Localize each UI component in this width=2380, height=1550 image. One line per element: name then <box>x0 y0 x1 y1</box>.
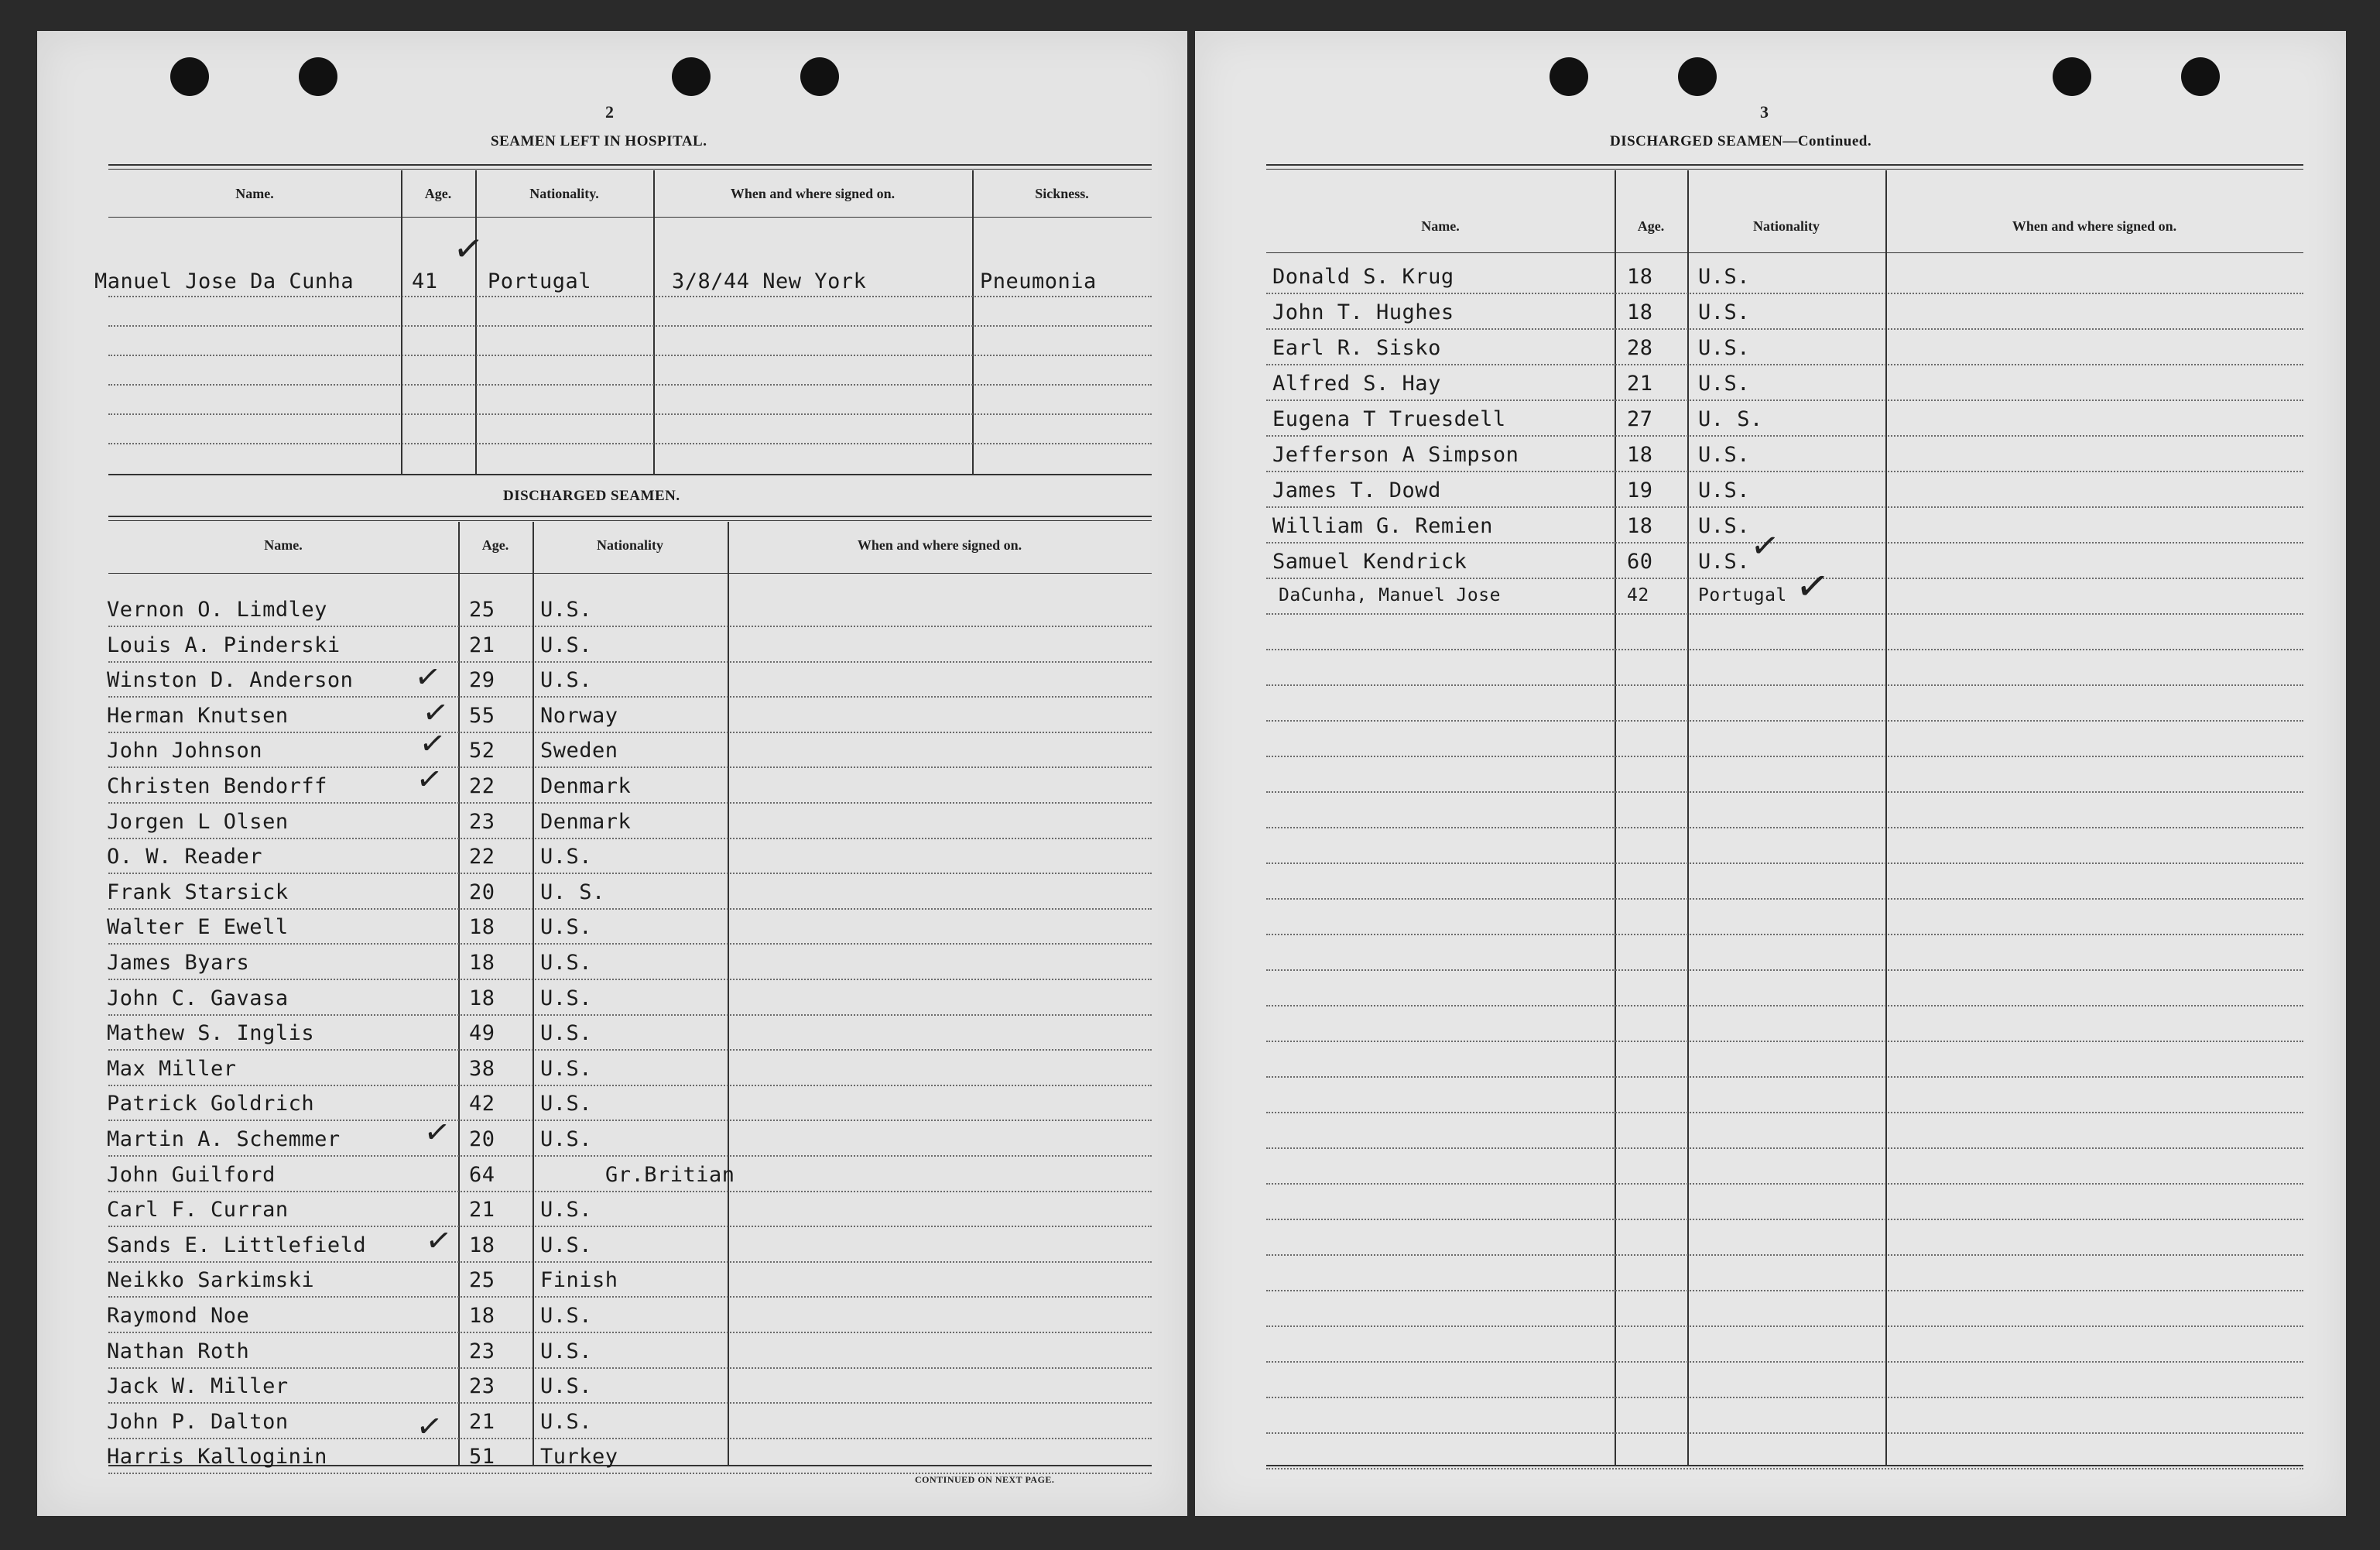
right-page <box>1195 31 2346 1516</box>
seaman-age: 21 <box>469 633 495 657</box>
hospital-header-age: Age. <box>424 186 452 201</box>
row-dotted-line <box>1266 471 2303 472</box>
seaman-age: 51 <box>469 1445 495 1469</box>
hospital-row-sickness: Pneumonia <box>980 269 1097 293</box>
seaman-nationality: U.S. <box>1698 300 1751 324</box>
row-dotted-line <box>108 802 1152 804</box>
seaman-age: 25 <box>469 598 495 622</box>
seaman-nationality: U.S. <box>540 633 593 657</box>
seaman-name: Jefferson A Simpson <box>1272 443 1519 467</box>
seaman-nationality: Norway <box>540 704 618 728</box>
seaman-age: 18 <box>469 986 495 1010</box>
seaman-age: 23 <box>469 1374 495 1398</box>
seaman-nationality: U.S. <box>540 1021 593 1045</box>
seaman-nationality: U. S. <box>1698 407 1763 431</box>
row-dotted-line <box>1266 578 2303 579</box>
row-dotted-line <box>1266 934 2303 935</box>
seaman-name: John T. Hughes <box>1272 300 1454 324</box>
checkmark-icon: ✓ <box>1748 524 1782 568</box>
checkmark-icon: ✓ <box>416 724 448 764</box>
row-dotted-line <box>1266 1254 2303 1256</box>
seaman-name: Jorgen L Olsen <box>107 810 289 834</box>
hospital-row-age: 41 <box>412 269 438 293</box>
row-dotted-line <box>108 1191 1152 1192</box>
seaman-age: 19 <box>1627 478 1653 502</box>
seaman-nationality: U.S. <box>540 1057 593 1081</box>
hospital-row-signed-on: 3/8/44 New York <box>672 269 867 293</box>
seaman-name: Louis A. Pinderski <box>107 633 341 657</box>
seaman-nationality: Gr.Britian <box>605 1163 735 1187</box>
seaman-age: 64 <box>469 1163 495 1187</box>
row-dotted-line <box>1266 364 2303 365</box>
seaman-name: Alfred S. Hay <box>1272 372 1441 396</box>
row-dotted-line <box>1266 506 2303 508</box>
row-dotted-line <box>1266 756 2303 757</box>
seaman-age: 18 <box>469 1233 495 1257</box>
punch-hole-icon <box>800 57 839 96</box>
seaman-nationality: U.S. <box>1698 478 1751 502</box>
row-dotted-line <box>108 979 1152 980</box>
seaman-nationality: Denmark <box>540 774 632 798</box>
seaman-name: Neikko Sarkimski <box>107 1268 315 1292</box>
checkmark-icon: ✓ <box>413 760 445 800</box>
seaman-name: James Byars <box>107 951 250 975</box>
seaman-nationality: Denmark <box>540 810 632 834</box>
seaman-nationality: U.S. <box>1698 372 1751 396</box>
seaman-age: 21 <box>1627 372 1653 396</box>
punch-hole-icon <box>299 57 337 96</box>
row-dotted-line <box>1266 1005 2303 1006</box>
seaman-nationality: U. S. <box>540 880 605 904</box>
page-number: 2 <box>605 102 614 122</box>
seaman-name: Vernon O. Limdley <box>107 598 327 622</box>
discharged-section-title: DISCHARGED SEAMEN. <box>503 488 680 504</box>
seaman-age: 21 <box>469 1198 495 1222</box>
row-dotted-line <box>1266 898 2303 900</box>
row-dotted-line <box>1266 791 2303 793</box>
hospital-header-nationality: Nationality. <box>529 186 599 201</box>
seaman-name: Eugena T Truesdell <box>1272 407 1506 431</box>
row-dotted-line <box>1266 1219 2303 1220</box>
seaman-name: Patrick Goldrich <box>107 1092 315 1116</box>
checkmark-icon: ✓ <box>423 1221 454 1261</box>
row-dotted-line <box>1266 328 2303 330</box>
seaman-age: 18 <box>469 1304 495 1328</box>
discharged-header-name: Name. <box>264 537 303 553</box>
row-dotted-line <box>108 838 1152 839</box>
row-dotted-line <box>1266 862 2303 864</box>
seaman-age: 42 <box>1627 585 1649 605</box>
seaman-nationality: U.S. <box>540 1374 593 1398</box>
row-dotted-line <box>1266 1076 2303 1078</box>
row-dotted-line <box>108 1332 1152 1333</box>
seaman-name: Harris Kalloginin <box>107 1445 327 1469</box>
row-dotted-line <box>1266 1397 2303 1398</box>
discharged-header-age: Age. <box>481 537 509 553</box>
seaman-name: John C. Gavasa <box>107 986 289 1010</box>
seaman-age: 27 <box>1627 407 1653 431</box>
row-dotted-line <box>1266 827 2303 828</box>
seaman-name: John Guilford <box>107 1163 276 1187</box>
seaman-name: Sands E. Littlefield <box>107 1233 367 1257</box>
checkmark-icon: ✓ <box>419 693 451 733</box>
seaman-name: O. W. Reader <box>107 845 263 869</box>
row-dotted-line <box>108 1438 1152 1439</box>
row-dotted-line <box>1266 1290 2303 1291</box>
seaman-nationality: U.S. <box>540 598 593 622</box>
row-dotted-line <box>108 1367 1152 1369</box>
seaman-age: 42 <box>469 1092 495 1116</box>
seaman-nationality: U.S. <box>540 845 593 869</box>
hospital-header-name: Name. <box>235 186 274 201</box>
seaman-nationality: U.S. <box>540 1339 593 1363</box>
page-number: 3 <box>1760 102 1769 122</box>
seaman-age: 52 <box>469 739 495 763</box>
seaman-age: 18 <box>1627 443 1653 467</box>
seaman-age: 20 <box>469 880 495 904</box>
seaman-age: 22 <box>469 774 495 798</box>
seaman-name: Earl R. Sisko <box>1272 336 1441 360</box>
seaman-age: 18 <box>1627 300 1653 324</box>
row-dotted-line <box>108 873 1152 874</box>
seaman-nationality: U.S. <box>540 1198 593 1222</box>
discharged-continued-title: DISCHARGED SEAMEN—Continued. <box>1610 133 1872 149</box>
seaman-age: 49 <box>469 1021 495 1045</box>
row-dotted-line <box>108 908 1152 910</box>
row-dotted-line <box>108 1226 1152 1227</box>
row-dotted-line <box>1266 969 2303 971</box>
hospital-row-name: Manuel Jose Da Cunha <box>94 269 354 293</box>
row-dotted-line <box>1266 1147 2303 1149</box>
punch-hole-icon <box>170 57 209 96</box>
checkmark-icon: ✓ <box>1793 561 1833 612</box>
row-dotted-line <box>1266 293 2303 294</box>
hospital-section-title: SEAMEN LEFT IN HOSPITAL. <box>491 133 707 149</box>
seaman-nationality: U.S. <box>1698 550 1751 574</box>
row-dotted-line <box>108 696 1152 698</box>
punch-hole-icon <box>1550 57 1588 96</box>
seaman-name: Frank Starsick <box>107 880 289 904</box>
seaman-age: 38 <box>469 1057 495 1081</box>
seaman-name: William G. Remien <box>1272 514 1493 538</box>
seaman-age: 25 <box>469 1268 495 1292</box>
row-dotted-line <box>108 1296 1152 1298</box>
seaman-age: 55 <box>469 704 495 728</box>
row-dotted-line <box>1266 542 2303 544</box>
seaman-nationality: U.S. <box>1698 514 1751 538</box>
seaman-name: Donald S. Krug <box>1272 265 1454 289</box>
hospital-header-sickness: Sickness. <box>1035 186 1089 201</box>
row-dotted-line <box>108 766 1152 768</box>
seaman-nationality: U.S. <box>1698 443 1751 467</box>
continued-header-nationality: Nationality <box>1752 218 1820 234</box>
row-dotted-line <box>1266 1361 2303 1363</box>
checkmark-icon: ✓ <box>421 1113 453 1153</box>
seaman-nationality: U.S. <box>1698 265 1751 289</box>
seaman-name: Samuel Kendrick <box>1272 550 1467 574</box>
seaman-age: 20 <box>469 1127 495 1151</box>
seaman-name: Walter E Ewell <box>107 915 289 939</box>
seaman-age: 23 <box>469 810 495 834</box>
checkmark-icon: ✓ <box>412 657 443 698</box>
checkmark-icon: ✓ <box>413 1407 445 1447</box>
row-dotted-line <box>108 1120 1152 1121</box>
continued-header-name: Name. <box>1421 218 1460 234</box>
row-dotted-line <box>1266 435 2303 437</box>
row-dotted-line <box>1266 649 2303 650</box>
seaman-name: Jack W. Miller <box>107 1374 289 1398</box>
row-dotted-line <box>108 1261 1152 1263</box>
seaman-name: DaCunha, Manuel Jose <box>1279 585 1501 605</box>
continued-header-age: Age. <box>1637 218 1665 234</box>
row-dotted-line <box>1266 720 2303 722</box>
row-dotted-line <box>1266 684 2303 686</box>
seaman-age: 23 <box>469 1339 495 1363</box>
row-dotted-line <box>1266 400 2303 401</box>
seaman-age: 18 <box>1627 265 1653 289</box>
seaman-nationality: U.S. <box>540 915 593 939</box>
row-dotted-line <box>1266 1112 2303 1113</box>
seaman-nationality: U.S. <box>540 951 593 975</box>
row-dotted-line <box>1266 1041 2303 1042</box>
row-dotted-line <box>108 1049 1152 1051</box>
punch-hole-icon <box>2181 57 2220 96</box>
seaman-name: Carl F. Curran <box>107 1198 289 1222</box>
seaman-nationality: Portugal <box>1698 585 1787 605</box>
seaman-name: Nathan Roth <box>107 1339 250 1363</box>
seaman-age: 22 <box>469 845 495 869</box>
seaman-nationality: U.S. <box>540 1410 593 1434</box>
seaman-nationality: U.S. <box>540 1304 593 1328</box>
row-dotted-line <box>108 626 1152 627</box>
row-dotted-line <box>1266 1183 2303 1185</box>
seaman-age: 21 <box>469 1410 495 1434</box>
row-dotted-line <box>108 1085 1152 1086</box>
seaman-nationality: U.S. <box>1698 336 1751 360</box>
seaman-age: 18 <box>469 951 495 975</box>
continued-footer: CONTINUED ON NEXT PAGE. <box>915 1474 1055 1485</box>
row-dotted-line <box>108 661 1152 663</box>
seaman-nationality: U.S. <box>540 986 593 1010</box>
seaman-nationality: Sweden <box>540 739 618 763</box>
row-dotted-line <box>108 1014 1152 1016</box>
seaman-nationality: U.S. <box>540 1092 593 1116</box>
row-dotted-line <box>1266 613 2303 615</box>
continued-header-signed-on: When and where signed on. <box>2012 218 2177 234</box>
seaman-age: 60 <box>1627 550 1653 574</box>
seaman-name: Mathew S. Inglis <box>107 1021 315 1045</box>
hospital-header-signed-on: When and where signed on. <box>730 186 895 201</box>
seaman-name: Max Miller <box>107 1057 237 1081</box>
seaman-name: Raymond Noe <box>107 1304 250 1328</box>
row-dotted-line <box>108 1402 1152 1404</box>
seaman-name: James T. Dowd <box>1272 478 1441 502</box>
punch-hole-icon <box>1678 57 1717 96</box>
seaman-nationality: U.S. <box>540 1127 593 1151</box>
left-page <box>37 31 1187 1516</box>
row-dotted-line <box>108 732 1152 733</box>
row-dotted-line <box>1266 1432 2303 1434</box>
row-dotted-line <box>108 1155 1152 1157</box>
seaman-name: Herman Knutsen <box>107 704 289 728</box>
seaman-name: Winston D. Anderson <box>107 668 354 692</box>
seaman-name: Christen Bendorff <box>107 774 327 798</box>
seaman-age: 28 <box>1627 336 1653 360</box>
seaman-name: John P. Dalton <box>107 1410 289 1434</box>
discharged-header-nationality: Nationality <box>596 537 663 553</box>
row-dotted-line <box>1266 1468 2303 1469</box>
hospital-row-nationality: Portugal <box>488 269 592 293</box>
seaman-age: 29 <box>469 668 495 692</box>
checkmark-icon: ✓ <box>450 225 487 272</box>
seaman-age: 18 <box>469 915 495 939</box>
punch-hole-icon <box>2053 57 2091 96</box>
seaman-name: Martin A. Schemmer <box>107 1127 341 1151</box>
seaman-nationality: U.S. <box>540 668 593 692</box>
seaman-name: John Johnson <box>107 739 263 763</box>
row-dotted-line <box>108 943 1152 945</box>
punch-hole-icon <box>672 57 711 96</box>
row-dotted-line <box>1266 1325 2303 1327</box>
seaman-nationality: U.S. <box>540 1233 593 1257</box>
discharged-header-signed-on: When and where signed on. <box>857 537 1022 553</box>
seaman-nationality: Turkey <box>540 1445 618 1469</box>
seaman-age: 18 <box>1627 514 1653 538</box>
seaman-nationality: Finish <box>540 1268 618 1292</box>
